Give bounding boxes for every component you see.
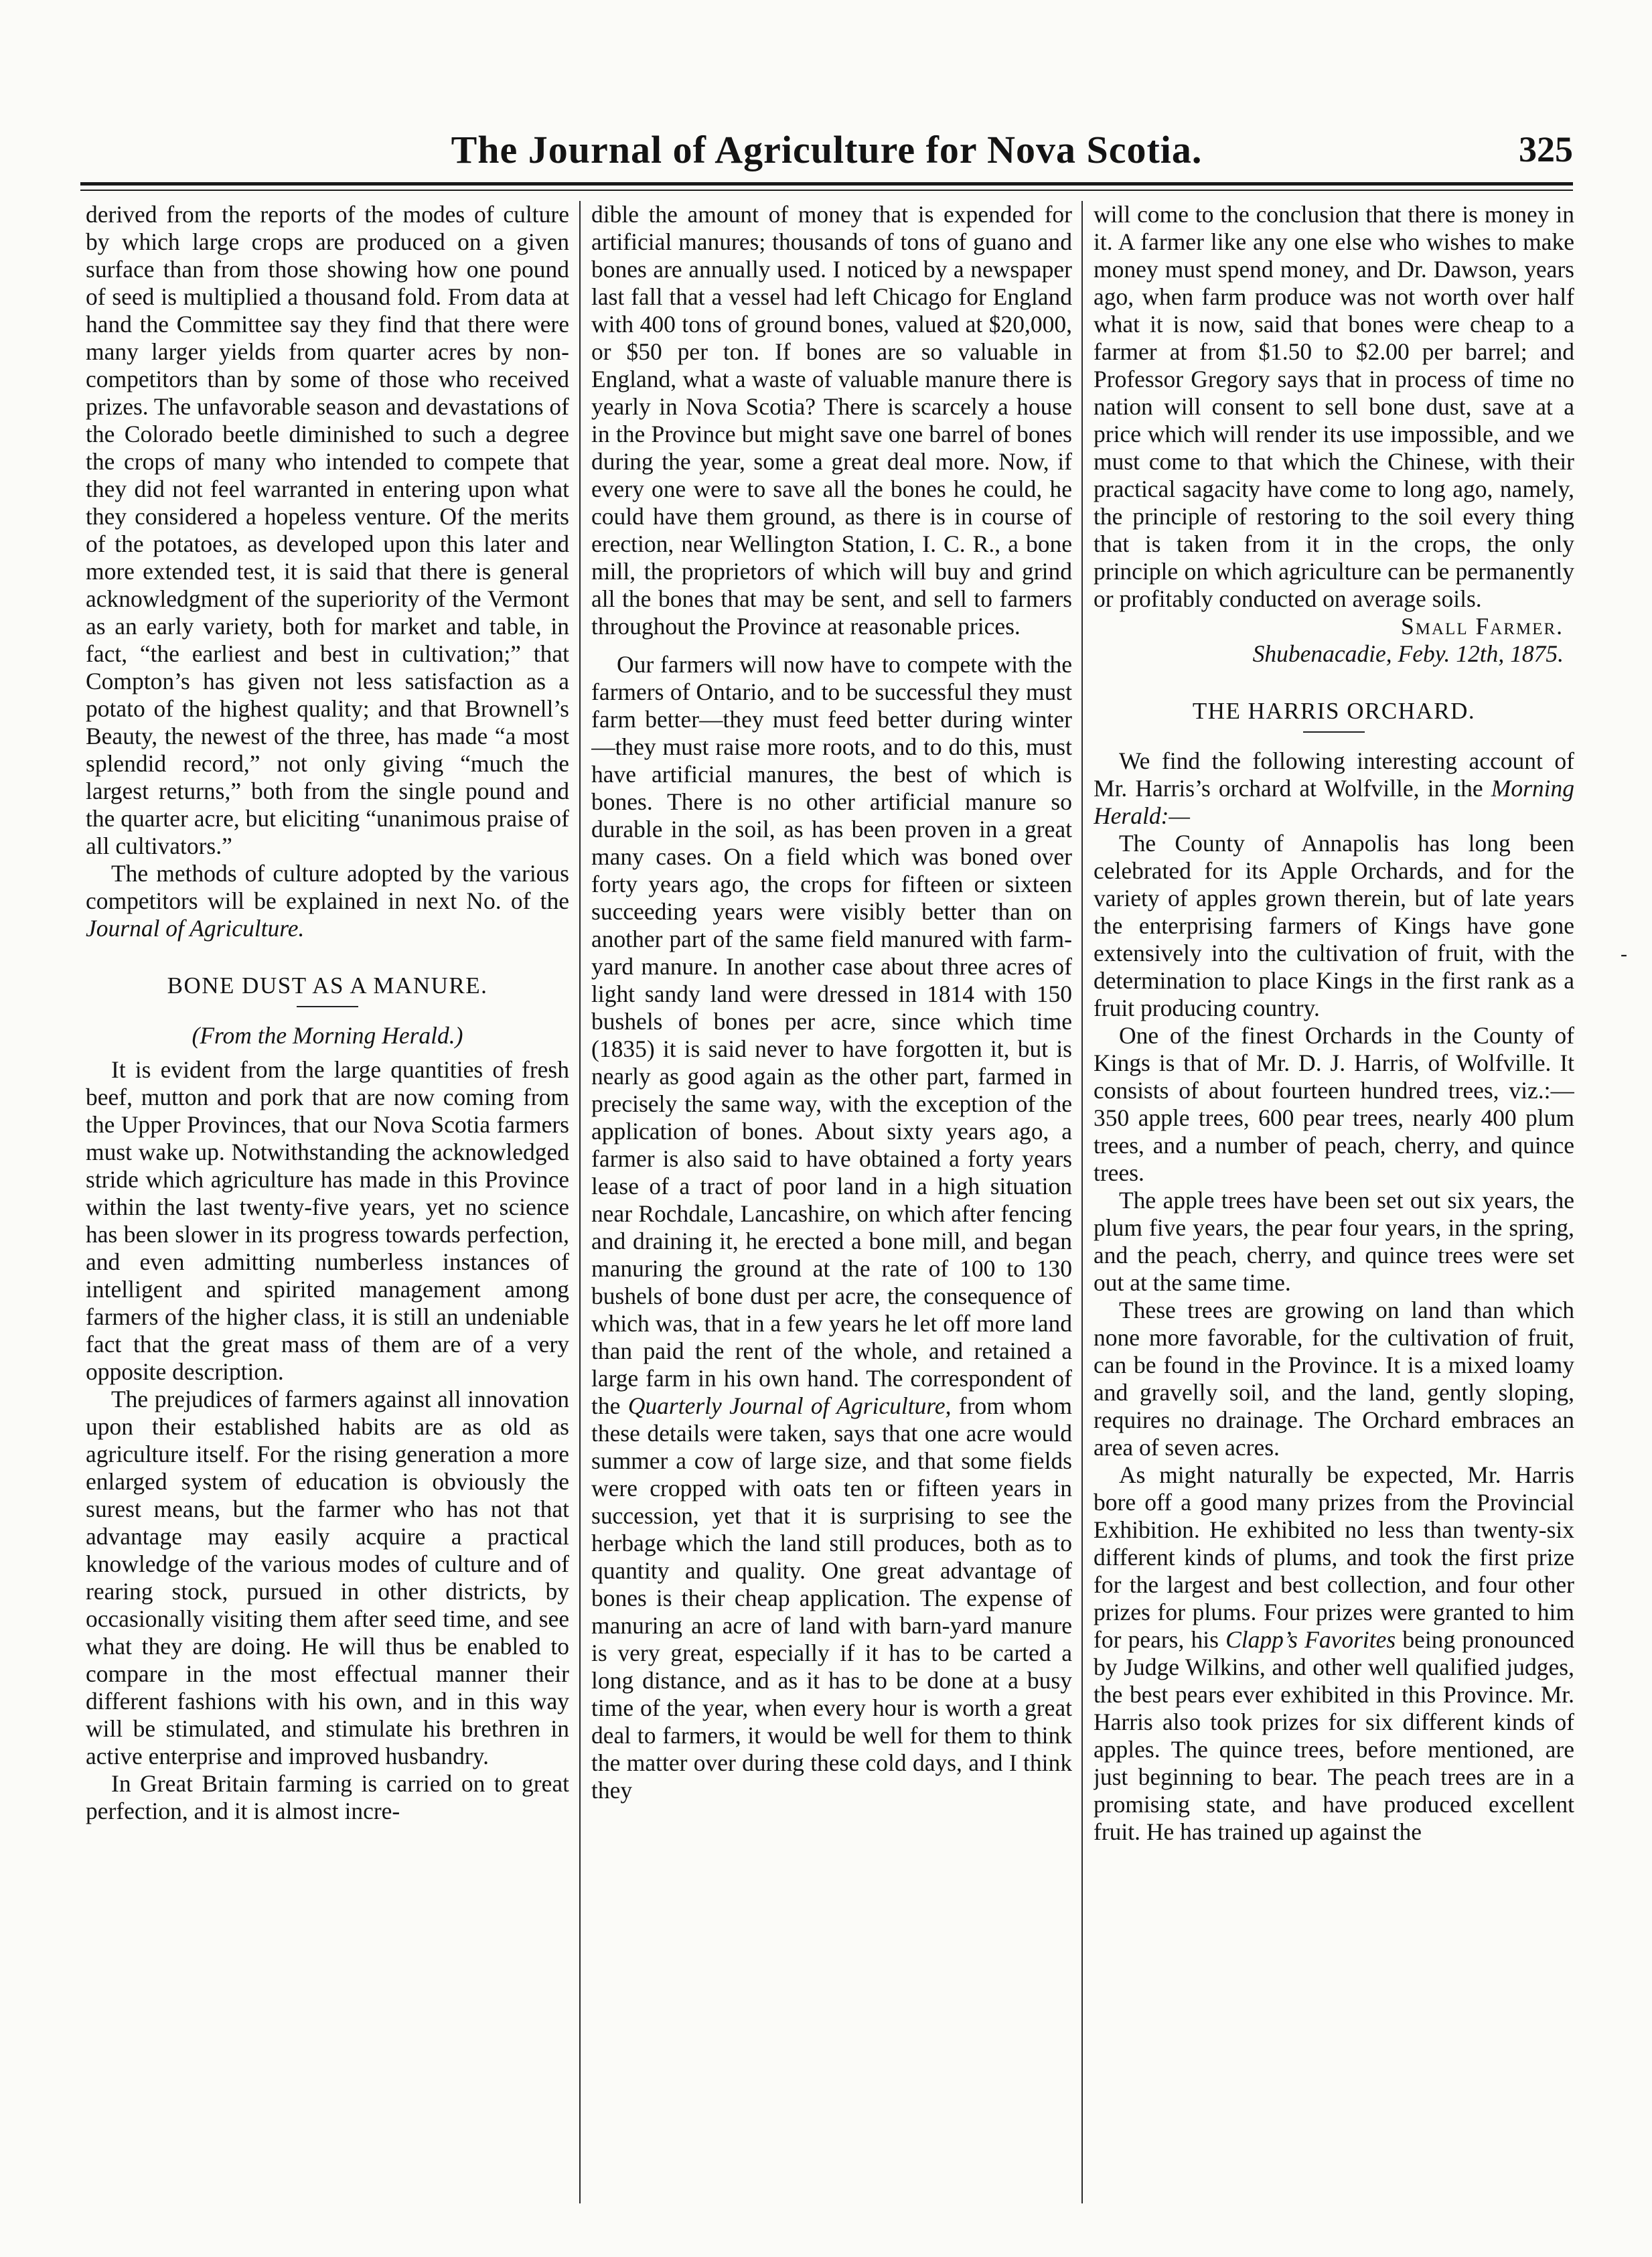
signature: Small Farmer. xyxy=(1401,613,1564,640)
paragraph: One of the finest Orchards in the County of Kings is that of Mr. D. J. Harris, of Wolfville. It consists of about fourteen hundred trees, viz.:—350 apple trees, 600 pear trees, nearly 400 plum trees, and a number of peach, cherry, and quince trees. xyxy=(1094,1022,1574,1186)
paragraph: These trees are growing on land than which none more favorable, for the cultivation of fruit, can be found in the Province. It is a mixed loamy and gravelly soil, and the land, gently sloping, requires no drainage. The Orchard embraces an area of seven acres. xyxy=(1094,1297,1574,1461)
journal-reference: Quarterly Journal of Agriculture, xyxy=(627,1392,952,1419)
paragraph-text: We find the following interesting account of Mr. Harris’s orchard at Wolfville, in the xyxy=(1094,747,1574,802)
header-rule-thick xyxy=(80,182,1573,186)
paragraph xyxy=(1094,747,1574,830)
paragraph: derived from the reports of the modes of culture by which large crops are produced on a given surface than from those showing how one pound of seed is multiplied a thousand fold. From data at hand the Committee say they find that there were many larger yields from quarter acres by non-competitors than by some of those who received prizes. The unfavorable season and devastations of the Colorado beetle diminished to such a degree the crops of many who intended to compete that they did not feel warranted in entering upon what they considered a hopeless venture. Of the merits of the potatoes, as developed upon this later and more extended test, it is said that there is general acknowledgment of the superiority of the Vermont as an early variety, both for market and table, in fact, “the earliest and best in cultivation;” that Compton’s has given not less satisfaction as a potato of the highest quality; and that Brownell’s Beauty, the newest of the three, has made “a most splendid record,” not only giving “much the largest returns,” both from the single pound and the quarter acre, but eliciting “unanimous praise of all cultivators.” xyxy=(86,201,569,859)
paragraph: In Great Britain farming is carried on to great perfection, and it is almost incre- xyxy=(86,1770,569,1824)
section-title: BONE DUST AS A MANURE. xyxy=(167,972,488,999)
column-divider xyxy=(1081,201,1083,2203)
source-line: (From the Morning Herald.) xyxy=(192,1022,463,1049)
column-middle xyxy=(591,201,1072,2203)
paragraph-text: The methods of culture adopted by the various competitors will be explained in next No. of the xyxy=(86,860,569,914)
paragraph: The County of Annapolis has long been celebrated for its Apple Orchards, and for the variety of apples grown therein, but of late years the enterprising farmers of Kings have gone extensively into the cultivation of fruit, with the determination to place Kings in the first rank as a fruit producing country. xyxy=(1094,830,1574,1021)
paragraph-text: being pronounced by Judge Wilkins, and other well qualified judges, the best pears ever exhibited in this Province. Mr. Harris also took prizes for six different kinds of apples. The quince trees, before mentioned, are just beginning to bear. The peach trees are in a promising state, and have produced excellent fruit. He has trained up against the xyxy=(1094,1626,1574,1845)
column-left xyxy=(86,201,569,2203)
paragraph-text: from whom these details were taken, says that one acre would summer a cow of large size, and that some fields were cropped with oats ten or fifteen years in succession, yet that it is surprising to see the herbage which the land still produces, both as to quantity and quality. One great advantage of bones is their cheap application. The expense of manuring an acre of land with barn-yard manure is very great, especially if it has to be carted a long distance, and as it has to be done at a busy time of the year, when every hour is worth a great deal to farmers, it would be well for them to think the matter over during these cold days, and I think they xyxy=(591,1392,1072,1804)
paragraph: The prejudices of farmers against all innovation upon their established habits are as old as agriculture itself. For the rising generation a more enlarged system of education is obviously the surest means, but the farmer who has not that advantage may easily acquire a practical knowledge of the various modes of culture and of rearing stock, pursued in other districts, by occasionally visiting them after seed time, and see what they are doing. He will thus be enabled to compare in the most effectual manner their different fashions with his own, and in this way will be stimulated, and stimulate his brethren in active enterprise and improved husbandry. xyxy=(86,1386,569,1769)
paragraph: It is evident from the large quantities of fresh beef, mutton and pork that are now coming from the Upper Provinces, that our Nova Scotia farmers must wake up. Notwithstanding the acknowledged stride which agriculture has made in this Province within the last twenty-five years, yet no science has been slower in its progress towards perfection, and even admitting numberless instances of intelligent and spirited management among farmers of the higher class, it is still an undeniable fact that the great mass of them are of a very opposite description. xyxy=(86,1056,569,1385)
journal-reference: Journal of Agriculture. xyxy=(86,915,305,942)
paragraph: will come to the conclusion that there is money in it. A farmer like any one else who wishes to make money must spend money, and Dr. Dawson, years ago, when farm produce was not worth over half what it is now, said that bones were cheap to a farmer at from $1.50 to $2.00 per barrel; and Professor Gregory says that in process of time no nation will consent to sell bone dust, save at a price which will render its use impossible, and we must come to that which the Chinese, with their practical sagacity have come to long ago, namely, the principle of restoring to the soil every thing that is taken from it in the crops, the only principle on which agriculture can be permanently or profitably conducted on average soils. xyxy=(1094,201,1574,612)
source-reference: Morning Herald:— xyxy=(1094,775,1574,829)
heading-rule xyxy=(1303,731,1365,733)
page-number: 325 xyxy=(1519,129,1573,169)
column-right xyxy=(1094,201,1574,2203)
paragraph-text: Our farmers will now have to compete with the farmers of Ontario, and to be successful they must farm better—they must feed better during winter—they must raise more roots, and to do this, must have artificial manures, the best of which is bones. There is no other artificial manure so durable in the soil, as has been proven in a great many cases. On a field which was boned over forty years ago, the crops for fifteen or sixteen succeeding years were visibly better than on another part of the same field manured with farm-yard manure. In another case about three acres of light sandy land were dressed in 1814 with 150 bushels of bones per acre, since which time (1835) it is said never to have forgotten it, but is nearly as good again as the other part, farmed in precisely the same way, with the exception of the application of bones. About sixty years ago, a farmer is also said to have obtained a forty years lease of a tract of poor land in a high situation near Rochdale, Lancashire, on which after fencing and draining it, he erected a bone mill, and began manuring the ground at the rate of 100 to 130 bushels of bone dust per acre, the consequence of which was, that in a few years he let off more land than paid the rent of the whole, and retained a large farm in his own hand. The correspondent of the xyxy=(591,651,1072,1419)
dateline: Shubenacadie, Feby. 12th, 1875. xyxy=(1252,640,1564,667)
paragraph: dible the amount of money that is expended for artificial manures; thousands of tons of guano and bones are annually used. I noticed by a newspaper last fall that a vessel had left Chicago for England with 400 tons of ground bones, valued at $20,000, or $50 per ton. If bones are so valuable in England, what a waste of valuable manure there is yearly in Nova Scotia? There is scarcely a house in the Province but might save one barrel of bones during the year, some a great deal more. Now, if every one were to save all the bones he could, he could have them ground, as there is in course of erection, near Wellington Station, I. C. R., a bone mill, the proprietors of which will buy and grind all the bones that may be sent, and sell to farmers throughout the Province at reasonable prices. xyxy=(591,201,1072,640)
paragraph xyxy=(86,860,569,942)
section-title: THE HARRIS ORCHARD. xyxy=(1192,698,1476,724)
paragraph-gap xyxy=(591,640,1072,651)
running-head xyxy=(80,127,1573,181)
paragraph xyxy=(591,651,1072,1804)
column-divider xyxy=(579,201,581,2203)
heading-rule xyxy=(297,1006,358,1007)
margin-mark: - xyxy=(1621,943,1627,965)
paragraph xyxy=(1094,1461,1574,1846)
paragraph-text: As might naturally be expected, Mr. Harris bore off a good many prizes from the Provincial Exhibition. He exhibited no less than twenty-six different kinds of plums, and took the first prize for the largest and best collection, and four other prizes for plums. Four prizes were granted to him for pears, his xyxy=(1094,1461,1574,1653)
paragraph: The apple trees have been set out six years, the plum five years, the pear four years, in the spring, and the peach, cherry, and quince trees were set out at the same time. xyxy=(1094,1187,1574,1296)
header-rule-thin xyxy=(80,190,1573,191)
journal-title: The Journal of Agriculture for Nova Scotia. xyxy=(451,128,1203,171)
pear-variety: Clapp’s Favorites xyxy=(1225,1626,1396,1653)
